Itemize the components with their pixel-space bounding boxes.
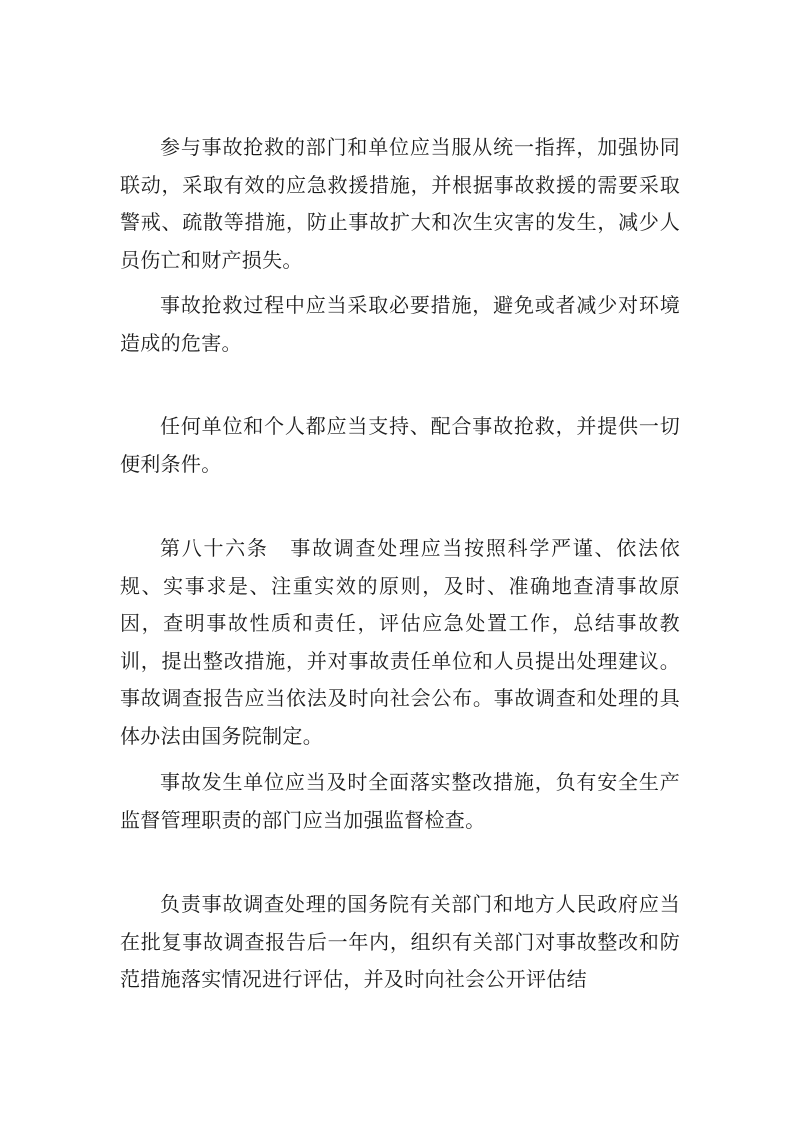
paragraph-rectification: 事故发生单位应当及时全面落实整改措施，负有安全生产监督管理职责的部门应当加强监督检查。 bbox=[120, 770, 680, 832]
paragraph-rescue-command: 参与事故抢救的部门和单位应当服从统一指挥，加强协同联动，采取有效的应急救援措施，并根据事故救援的需要采取警戒、疏散等措施，防止事故扩大和次生灾害的发生，减少人员伤亡和财产损失。 bbox=[120, 135, 680, 272]
paragraph-support-rescue: 任何单位和个人都应当支持、配合事故抢救，并提供一切便利条件。 bbox=[120, 414, 680, 476]
paragraph-article-86: 第八十六条 事故调查处理应当按照科学严谨、依法依规、实事求是、注重实效的原则，及时、准确地查清事故原因，查明事故性质和责任，评估应急处置工作，总结事故教训，提出整改措施，并对事故责任单位和人员提出处理建议。事故调查报告应当依法及时向社会公布。事故调查和处理的具体办法由国务院制定。 bbox=[120, 536, 680, 748]
paragraph-environment-protection: 事故抢救过程中应当采取必要措施，避免或者减少对环境造成的危害。 bbox=[120, 293, 680, 355]
paragraph-evaluation: 负责事故调查处理的国务院有关部门和地方人民政府应当在批复事故调查报告后一年内，组织有关部门对事故整改和防范措施落实情况进行评估，并及时向社会公开评估结 bbox=[120, 892, 680, 991]
